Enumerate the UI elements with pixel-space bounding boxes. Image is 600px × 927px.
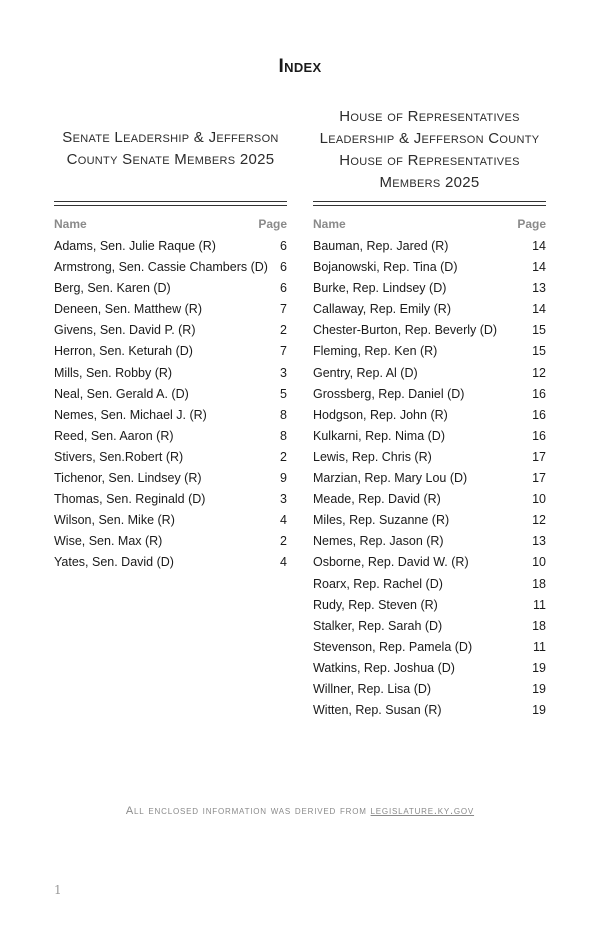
member-name: Berg, Sen. Karen (D) [54,281,171,296]
page-ref: 19 [532,681,546,696]
page-ref: 12 [532,365,546,380]
page-ref: 14 [532,302,546,317]
member-name: Yates, Sen. David (D) [54,555,174,570]
index-row [54,236,287,257]
page-ref: 14 [532,239,546,253]
member-name: Burke, Rep. Lindsey (D) [313,281,447,296]
member-name: Thomas, Sen. Reginald (D) [54,492,206,507]
page-ref: 16 [532,407,546,422]
member-name: Willner, Rep. Lisa (D) [313,681,432,696]
house-heading-line: House of Representatives [339,108,520,125]
member-name: Nemes, Sen. Michael J. (R) [54,407,207,422]
index-row [54,489,287,510]
senate-index-list [54,236,287,574]
index-row [54,299,287,320]
member-name: Reed, Sen. Aaron (R) [54,428,174,443]
index-row [313,489,546,510]
member-name: Stivers, Sen.Robert (R) [54,449,184,464]
page-ref: 11 [533,597,546,612]
page-number: 1 [54,883,62,897]
member-name: Callaway, Rep. Emily (R) [313,302,451,317]
page-ref: 12 [532,513,546,528]
index-row [54,552,287,573]
index-row [54,531,287,552]
page-ref: 19 [532,660,546,675]
member-name: Rudy, Rep. Steven (R) [313,597,438,612]
index-row [313,405,546,426]
member-name: Stevenson, Rep. Pamela (D) [313,639,473,654]
index-row [313,637,546,658]
senate-heading-line: County Senate Members 2025 [66,151,275,168]
page-ref: 7 [280,302,287,317]
page-ref: 4 [280,513,287,528]
index-row [313,236,546,257]
senate-name-header: Name [54,217,87,231]
index-row [313,426,546,447]
page-ref: 17 [532,449,546,464]
page-ref: 11 [533,639,546,654]
page-ref: 14 [532,260,546,275]
page-ref: 4 [280,555,287,570]
page-ref: 15 [532,323,546,338]
member-name: Armstrong, Sen. Cassie Chambers (D) [54,260,268,275]
house-heading-line: Leadership & Jefferson County [319,130,540,147]
senate-page-header: Page [258,217,287,231]
index-row [313,700,546,721]
index-row [54,468,287,489]
page-ref: 8 [280,428,287,443]
member-name: Bojanowski, Rep. Tina (D) [313,260,458,275]
index-row [313,363,546,384]
member-name: Grossberg, Rep. Daniel (D) [313,386,465,401]
index-row [54,320,287,341]
page-ref: 16 [532,386,546,401]
page-ref: 13 [532,281,546,296]
member-name: Bauman, Rep. Jared (R) [313,239,449,253]
member-name: Roarx, Rep. Rachel (D) [313,576,443,591]
member-name: Osborne, Rep. David W. (R) [313,555,469,570]
member-name: Tichenor, Sen. Lindsey (R) [54,471,202,486]
member-name: Mills, Sen. Robby (R) [54,365,173,380]
index-row [313,384,546,405]
member-name: Stalker, Rep. Sarah (D) [313,618,443,633]
member-name: Deneen, Sen. Matthew (R) [54,302,202,317]
index-row [313,257,546,278]
source-footer [0,805,600,817]
senate-double-rule [54,201,287,206]
index-row [313,658,546,679]
page-ref: 6 [280,239,287,253]
member-name: Watkins, Rep. Joshua (D) [313,660,455,675]
source-link[interactable]: legislature.ky.gov [370,805,475,817]
member-name: Meade, Rep. David (R) [313,492,441,507]
index-row [54,341,287,362]
member-name: Wilson, Sen. Mike (R) [54,513,175,528]
index-row [313,341,546,362]
index-row [54,447,287,468]
member-name: Adams, Sen. Julie Raque (R) [54,239,216,253]
index-row [313,616,546,637]
house-double-rule [313,201,546,206]
page-ref: 2 [280,449,287,464]
member-name: Witten, Rep. Susan (R) [313,703,442,718]
member-name: Givens, Sen. David P. (R) [54,323,196,338]
senate-heading [54,127,287,171]
house-index-list [313,236,546,721]
index-row [54,405,287,426]
house-name-header: Name [313,217,346,231]
page-ref: 3 [280,365,287,380]
index-row [313,595,546,616]
page-ref: 19 [532,703,546,718]
index-row [54,426,287,447]
page-title: Index [278,56,322,77]
index-row [54,510,287,531]
page-ref: 13 [532,534,546,549]
page-ref: 3 [280,492,287,507]
page-ref: 17 [532,471,546,486]
senate-table-header [54,217,287,233]
index-row [313,320,546,341]
page-ref: 2 [280,534,287,549]
index-row [313,574,546,595]
house-page-header: Page [517,217,546,231]
member-name: Gentry, Rep. Al (D) [313,365,418,380]
member-name: Neal, Sen. Gerald A. (D) [54,386,189,401]
index-row [54,257,287,278]
member-name: Nemes, Rep. Jason (R) [313,534,444,549]
member-name: Hodgson, Rep. John (R) [313,407,448,422]
page-ref: 15 [532,344,546,359]
index-row [54,384,287,405]
index-row [313,679,546,700]
page-ref: 10 [532,555,546,570]
house-heading-line: Members 2025 [379,174,480,191]
footer-text: All enclosed information was derived from [125,805,371,817]
page-ref: 2 [280,323,287,338]
member-name: Kulkarni, Rep. Nima (D) [313,428,445,443]
member-name: Miles, Rep. Suzanne (R) [313,513,450,528]
page-ref: 16 [532,428,546,443]
page-ref: 9 [280,471,287,486]
page-ref: 18 [532,576,546,591]
index-row [54,363,287,384]
index-row [313,278,546,299]
page-ref: 6 [280,281,287,296]
page-ref: 10 [532,492,546,507]
member-name: Herron, Sen. Keturah (D) [54,344,193,359]
member-name: Wise, Sen. Max (R) [54,534,163,549]
index-row [313,468,546,489]
member-name: Fleming, Rep. Ken (R) [313,344,438,359]
page-ref: 8 [280,407,287,422]
index-row [313,510,546,531]
house-heading-line: House of Representatives [339,152,520,169]
house-heading [313,106,546,194]
index-row [313,447,546,468]
member-name: Marzian, Rep. Mary Lou (D) [313,471,468,486]
house-table-header [313,217,546,233]
member-name: Lewis, Rep. Chris (R) [313,449,432,464]
index-row [313,299,546,320]
page-ref: 7 [280,344,287,359]
index-row [313,552,546,573]
page-ref: 6 [280,260,287,275]
index-row [54,278,287,299]
member-name: Chester-Burton, Rep. Beverly (D) [313,323,498,338]
index-row [313,531,546,552]
page-ref: 18 [532,618,546,633]
page-ref: 5 [280,386,287,401]
senate-heading-line: Senate Leadership & Jefferson [62,129,279,146]
